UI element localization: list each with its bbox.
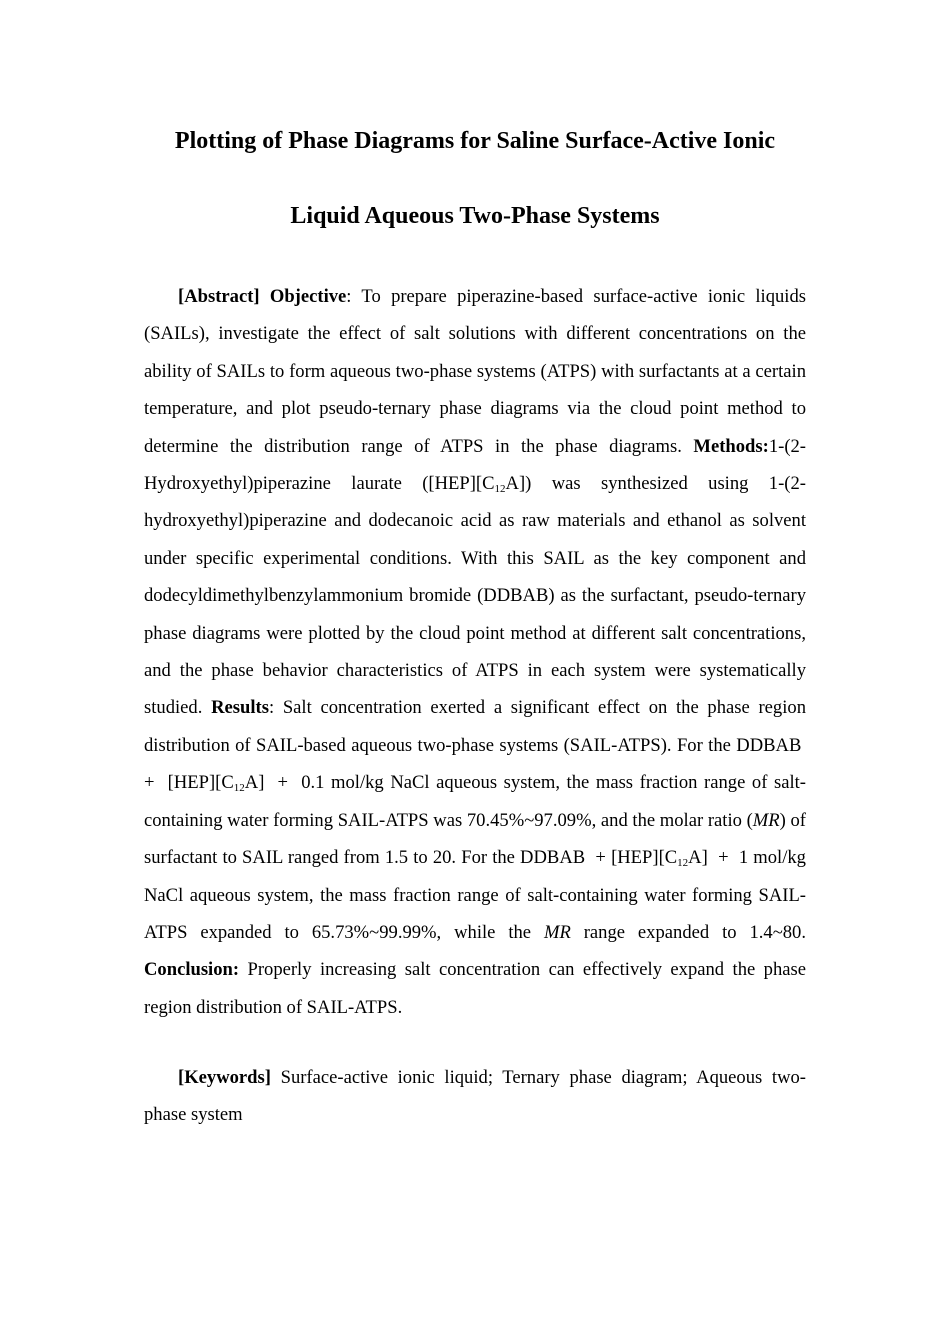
conclusion-text: Properly increasing salt concentration can effectively expand the phase region distribution of SAIL-ATPS. (144, 959, 806, 1018)
methods-text-2: A]) was synthesized using 1-(2-hydroxyethyl)piperazine and dodecanoic acid as raw materials and ethanol as solvent under specific experimental conditions. With this SAIL as the key component and dodecyldimethylbenzylammonium bromide (DDBAB) as the surfactant, pseudo-ternary phase diagrams were plotted by the cloud point method at different salt concentrations, and the phase behavior characteristics of ATPS in each system were systematically studied. (144, 473, 806, 719)
results-text-3: ) of surfactant to SAIL ranged from 1.5 to 20. For the DDBAB + [HEP][C (144, 809, 806, 869)
abstract-label: [Abstract] (178, 286, 260, 307)
paper-title-line-1: Plotting of Phase Diagrams for Saline Surface-Active Ionic (174, 128, 776, 154)
abstract-paragraph (144, 278, 806, 1026)
results-text-1: : Salt concentration exerted a significant effect on the phase region distribution of SAIL-based aqueous two-phase systems (SAIL-ATPS). For the DDBAB + [HEP][C (144, 697, 806, 794)
methods-label: Methods: (693, 435, 769, 457)
keywords-text: Surface-active ionic liquid; Ternary phase diagram; Aqueous two-phase system (144, 1067, 806, 1126)
objective-text: : To prepare piperazine-based surface-active ionic liquids (SAILs), investigate the effect of salt solutions with different concentrations on the ability of SAILs to form aqueous two-phase systems (ATPS) with surfactants at a certain temperature, and plot pseudo-ternary phase diagrams via the cloud point method to determine the distribution range of ATPS in the phase diagrams. (144, 286, 806, 457)
results-label: Results (211, 697, 269, 719)
paper-title-line-2: Liquid Aqueous Two-Phase Systems (290, 203, 660, 229)
methods-text-1: 1-(2-Hydroxyethyl)piperazine laurate ([HEP][C (144, 435, 806, 495)
conclusion-label: Conclusion: (144, 959, 240, 981)
results-text-2: A] + 0.1 mol/kg NaCl aqueous system, the mass fraction range of salt-containing water forming SAIL-ATPS was 70.45%~97.09%, and the molar ratio ( (144, 772, 806, 831)
results-text-4: A] + 1 mol/kg NaCl aqueous system, the mass fraction range of salt-containing water forming SAIL-ATPS expanded to 65.73%~99.99%, while the (144, 847, 806, 943)
mr-term-2: MR (543, 921, 571, 943)
results-text-5: range expanded to 1.4~80. (570, 921, 806, 943)
mr-term-1: MR (752, 809, 780, 831)
keywords-label: [Keywords] (178, 1067, 271, 1088)
methods-subscript: 12 (494, 483, 506, 496)
results-subscript-1: 12 (233, 782, 245, 795)
results-subscript-2: 12 (677, 857, 689, 870)
keywords-paragraph (144, 1059, 806, 1134)
objective-label: Objective (269, 286, 347, 307)
